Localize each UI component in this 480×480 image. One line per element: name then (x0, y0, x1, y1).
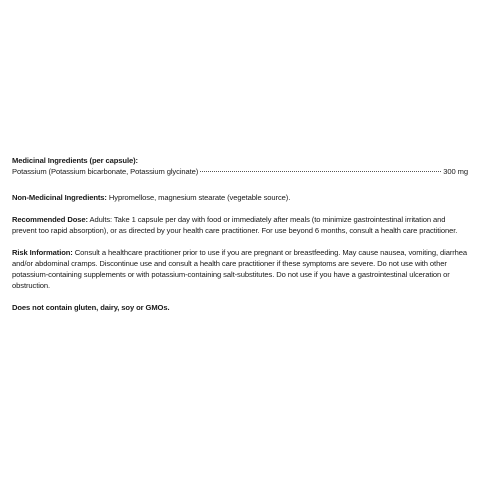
allergen-statement: Does not contain gluten, dairy, soy or GMOs. (12, 303, 170, 312)
non-medicinal-ingredients-section (12, 192, 468, 203)
ingredient-name: Potassium (Potassium bicarbonate, Potassium glycinate) (12, 167, 199, 176)
product-label-text (12, 155, 468, 313)
spacer (12, 236, 468, 247)
risk-information-heading: Risk Information: (12, 248, 73, 257)
dotted-leader (200, 171, 441, 172)
spacer (12, 177, 468, 192)
medicinal-ingredients-section (12, 155, 468, 177)
recommended-dose-heading: Recommended Dose: (12, 215, 88, 224)
recommended-dose-section (12, 214, 468, 236)
recommended-dose-text: Adults: Take 1 capsule per day with food or immediately after meals (to minimize gastrointestinal irritation and prevent too rapid absorption), or as directed by your health care practitioner. For use beyond 6 months, consult a health care practitioner. (12, 215, 458, 235)
non-medicinal-heading: Non-Medicinal Ingredients: (12, 193, 107, 202)
medicinal-ingredients-heading: Medicinal Ingredients (per capsule): (12, 156, 138, 165)
ingredient-row (12, 166, 468, 177)
spacer (12, 291, 468, 302)
risk-information-text: Consult a healthcare practitioner prior to use if you are pregnant or breastfeeding. May cause nausea, vomiting, diarrhea and/or abdominal cramps. Discontinue use and consult a health care practitioner if these symptoms are severe. Do not use with other potassium-containing supplements or with potassium-containing salt-substitutes. Do not use if you have a gastrointestinal ulceration or obstruction. (12, 248, 468, 290)
risk-information-section (12, 247, 468, 291)
spacer (12, 203, 468, 214)
ingredient-amount: 300 mg (443, 167, 468, 176)
non-medicinal-text: Hypromellose, magnesium stearate (vegetable source). (106, 193, 291, 202)
